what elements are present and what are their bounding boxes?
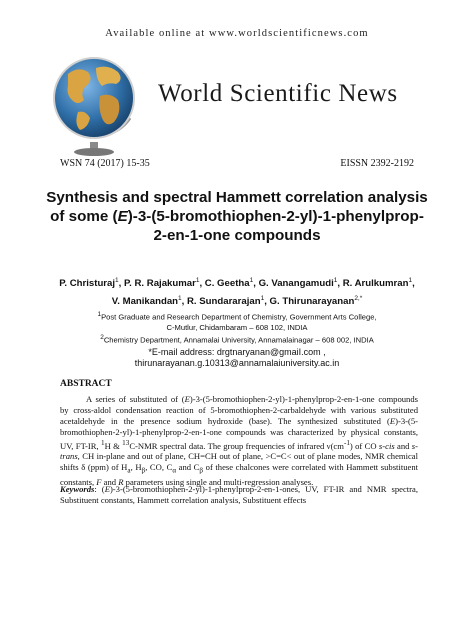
title-line-1: Synthesis and spectral Hammett correlation analysis: [46, 189, 428, 206]
abstract-text: A series of substituted of (E)-3-(5-bromothiophen-2-yl)-1-phenylprop-2-en-1-one compounds by cross-aldol condensation reaction of 5-bromothiophen-2-carbaldehyde with various substituted acetaldehyde in the presence sodium hydroxide (base). The synthesized substituted (E)-3-(5-bromothiophen-2-yl)-1-phenylprop-2-en-1-one compounds was characterized by physical constants, UV, FT-IR, $^1$H & $^{13}$C-NMR spectral data. The group frequencies of infrared $\nu(cm^{-1})$ of CO s-cis and s-trans, CH in-plane and out of plane, CH=CH out of plane, >C=C< out of plane modes, NMR chemical shifts δ (ppm) of $H_a$, $H_\beta$, CO, $C_\alpha$ and $C_\beta$ of these chalcones were correlated with Hammett substituent constants, F and R parameters using single and multi-regression analyses.: [60, 394, 419, 487]
corresponding-email: *E-mail address: drgtnaryanan@gmaiI.com , thirunarayanan.g.10313@annamalaiuniversity.ac.in: [134, 347, 340, 368]
author-name: P. R. Rajakumar: [124, 278, 196, 290]
affiliation-1: $^1$Post Graduate and Research Department of Chemistry, Government Arts College, C-Mutlur, Chidambaram – 608 102, INDIA: [97, 311, 377, 333]
author-name: V. Manikandan: [111, 296, 179, 308]
title-line-3: 2-en-1-one compounds: [153, 227, 321, 244]
issue-number: WSN 74 (2017) 15-35: [60, 158, 150, 169]
author-name: G. Thirunarayanan: [269, 296, 355, 308]
eissn: EISSN 2392-2192: [340, 158, 414, 169]
globe-logo-icon: [38, 46, 150, 158]
journal-name: World Scientific News: [158, 80, 398, 107]
abstract-heading: ABSTRACT: [60, 379, 112, 389]
available-online-line: Available online at www.worldscientificnews.com: [105, 28, 369, 39]
author-list: P. Christuraj$^1$, P. R. Rajakumar$^1$, C. Geetha$^1$, G. Vanangamudi$^1$, R. Arulkumran$^1$, V. Manikandan$^1$, R. Sundararajan$^1$, G. Thirunarayanan$^{2,*}$: [59, 277, 415, 308]
affiliation-2: $^2$Chemistry Department, Annamalai University, Annamalainagar – 608 002, INDIA: [100, 334, 374, 345]
author-name: P. Christuraj: [59, 278, 116, 290]
keywords: Keywords: (E)-3-(5-bromothiophen-2-yl)-1-phenylprop-2-en-1-ones, UV, FT-IR and NMR spectra, Substituent constants, Hammett correlation analysis, Substituent effects: [60, 484, 418, 505]
author-name: R. Sundararajan: [187, 296, 261, 308]
author-name: C. Geetha: [204, 278, 250, 290]
author-name: R. Arulkumran: [342, 278, 409, 290]
title-line-2: of some (E)-3-(5-bromothiophen-2-yl)-1-phenylprop-: [50, 208, 424, 225]
article-title: [40, 188, 434, 245]
author-name: G. Vanangamudi: [258, 278, 334, 290]
